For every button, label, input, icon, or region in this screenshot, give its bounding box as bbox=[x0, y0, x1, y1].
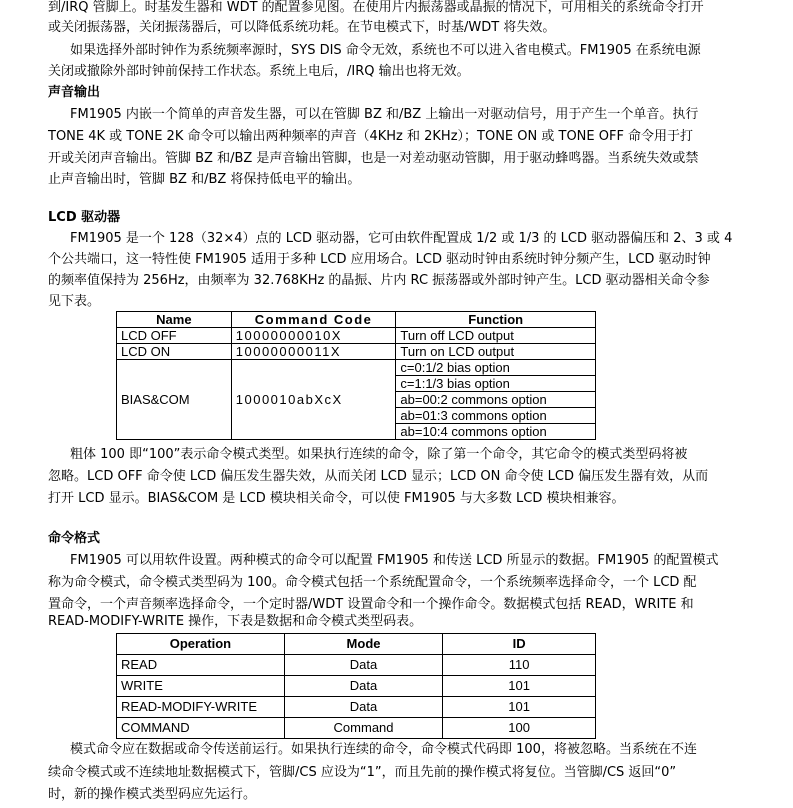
paragraph-line: 忽略。LCD OFF 命令使 LCD 偏压发生器失效，从而关闭 LCD 显示；LCD ON 命令使 LCD 偏压发生器有效，从而 bbox=[48, 469, 709, 484]
paragraph-line: 个公共端口，这一特性使 FM1905 适用于多种 LCD 应用场合。LCD 驱动时钟由系统时钟分频产生，LCD 驱动时钟 bbox=[48, 252, 711, 267]
paragraph-line: 置命令，一个声音频率选择命令，一个定时器/WDT 设置命令和一个操作命令。数据模式包括 READ，WRITE 和 bbox=[48, 597, 694, 612]
table-row bbox=[117, 344, 596, 360]
table-cell: Turn on LCD output bbox=[396, 344, 596, 360]
table-cell: 110 bbox=[443, 655, 596, 676]
paragraph-line: TONE 4K 或 TONE 2K 命令可以输出两种频率的声音（4KHz 和 2KHz）；TONE ON 或 TONE OFF 命令用于打 bbox=[48, 129, 694, 144]
table-cell: LCD OFF bbox=[117, 328, 232, 344]
paragraph-line: 模式命令应在数据或命令传送前运行。如果执行连续的命令，命令模式代码即 100，将被忽略。当系统在不连 bbox=[70, 742, 697, 757]
table-cell: ab=01:3 commons option bbox=[396, 408, 596, 424]
paragraph-line: 或关闭振荡器，关闭振荡器后，可以降低系统功耗。在节电模式下，时基/WDT 将失效。 bbox=[48, 20, 556, 35]
paragraph-line: 时，新的操作模式类型码应先运行。 bbox=[48, 787, 257, 802]
table-header-cell: ID bbox=[443, 634, 596, 655]
table-row bbox=[117, 328, 596, 344]
table-cell: ab=00:2 commons option bbox=[396, 392, 596, 408]
table-cell: BIAS&COM bbox=[117, 360, 232, 440]
paragraph-line: 续命令模式或不连续地址数据模式下，管脚/CS 应设为“1”，而且先前的操作模式将复位。当管脚/CS 返回“0” bbox=[48, 765, 677, 780]
mode-type-table bbox=[116, 633, 596, 739]
paragraph-line: 到/IRQ 管脚上。时基发生器和 WDT 的配置参见图。在使用片内振荡器或晶振的情况下，可用相关的系统命令打开 bbox=[48, 0, 704, 15]
table-header-cell: Mode bbox=[284, 634, 442, 655]
paragraph-line: FM1905 是一个 128（32×4）点的 LCD 驱动器，它可由软件配置成 1/2 或 1/3 的 LCD 驱动器偏压和 2、3 或 4 bbox=[70, 231, 733, 246]
table-row bbox=[117, 718, 596, 739]
table-cell: 1000010abXcX bbox=[231, 360, 396, 440]
table-header-row bbox=[117, 634, 596, 655]
table-row bbox=[117, 676, 596, 697]
table-row bbox=[117, 697, 596, 718]
table-cell: Data bbox=[284, 697, 442, 718]
table-cell: ab=10:4 commons option bbox=[396, 424, 596, 440]
table-cell: LCD ON bbox=[117, 344, 232, 360]
paragraph-line: FM1905 内嵌一个简单的声音发生器，可以在管脚 BZ 和/BZ 上输出一对驱动信号，用于产生一个单音。执行 bbox=[70, 107, 699, 122]
table-cell: 101 bbox=[443, 676, 596, 697]
table-cell: c=0:1/2 bias option bbox=[396, 360, 596, 376]
paragraph-line: READ-MODIFY-WRITE 操作，下表是数据和命令模式类型码表。 bbox=[48, 614, 423, 629]
table-header-cell: Operation bbox=[117, 634, 285, 655]
table-cell: Data bbox=[284, 655, 442, 676]
paragraph-line: 开或关闭声音输出。管脚 BZ 和/BZ 是声音输出管脚，也是一对差动驱动管脚，用于驱动蜂鸣器。当系统失效或禁 bbox=[48, 151, 699, 166]
paragraph-line: 粗体 100 即“100”表示命令模式类型。如果执行连续的命令，除了第一个命令，其它命令的模式类型码将被 bbox=[70, 447, 688, 462]
table-cell: 100 bbox=[443, 718, 596, 739]
table-cell: 101 bbox=[443, 697, 596, 718]
section-heading-lcd: LCD 驱动器 bbox=[48, 210, 121, 225]
table-cell: 10000000010X bbox=[231, 328, 396, 344]
table-row bbox=[117, 360, 596, 376]
table-cell: Turn off LCD output bbox=[396, 328, 596, 344]
table-cell: Data bbox=[284, 676, 442, 697]
paragraph-line: 称为命令模式，命令模式类型码为 100。命令模式包括一个系统配置命令，一个系统频率选择命令，一个 LCD 配 bbox=[48, 575, 697, 590]
lcd-command-table bbox=[116, 311, 596, 440]
table-header-row bbox=[117, 312, 596, 328]
paragraph-line: 见下表。 bbox=[48, 294, 101, 309]
table-header-cell: Function bbox=[396, 312, 596, 328]
section-heading-command-format: 命令格式 bbox=[48, 531, 101, 546]
table-cell: READ bbox=[117, 655, 285, 676]
table-cell: READ-MODIFY-WRITE bbox=[117, 697, 285, 718]
table-cell: WRITE bbox=[117, 676, 285, 697]
section-heading-sound: 声音输出 bbox=[48, 85, 101, 100]
paragraph-line: 打开 LCD 显示。BIAS&COM 是 LCD 模块相关命令，可以使 FM1905 与大多数 LCD 模块相兼容。 bbox=[48, 491, 625, 506]
table-cell: 10000000011X bbox=[231, 344, 396, 360]
table-header-cell: Name bbox=[117, 312, 232, 328]
paragraph-line: 止声音输出时，管脚 BZ 和/BZ 将保持低电平的输出。 bbox=[48, 172, 361, 187]
paragraph-line: 的频率值保持为 256Hz，由频率为 32.768KHz 的晶振、片内 RC 振荡器或外部时钟产生。LCD 驱动器相关命令参 bbox=[48, 273, 710, 288]
paragraph-line: FM1905 可以用软件设置。两种模式的命令可以配置 FM1905 和传送 LCD 所显示的数据。FM1905 的配置模式 bbox=[70, 553, 719, 568]
paragraph-line: 如果选择外部时钟作为系统频率源时，SYS DIS 命令无效，系统也不可以进入省电模式。FM1905 在系统电源 bbox=[70, 43, 701, 58]
paragraph-line: 关闭或撤除外部时钟前保持工作状态。系统上电后，/IRQ 输出也将无效。 bbox=[48, 64, 470, 79]
table-cell: COMMAND bbox=[117, 718, 285, 739]
table-header-cell: Command Code bbox=[231, 312, 396, 328]
table-row bbox=[117, 655, 596, 676]
table-cell: c=1:1/3 bias option bbox=[396, 376, 596, 392]
table-cell: Command bbox=[284, 718, 442, 739]
